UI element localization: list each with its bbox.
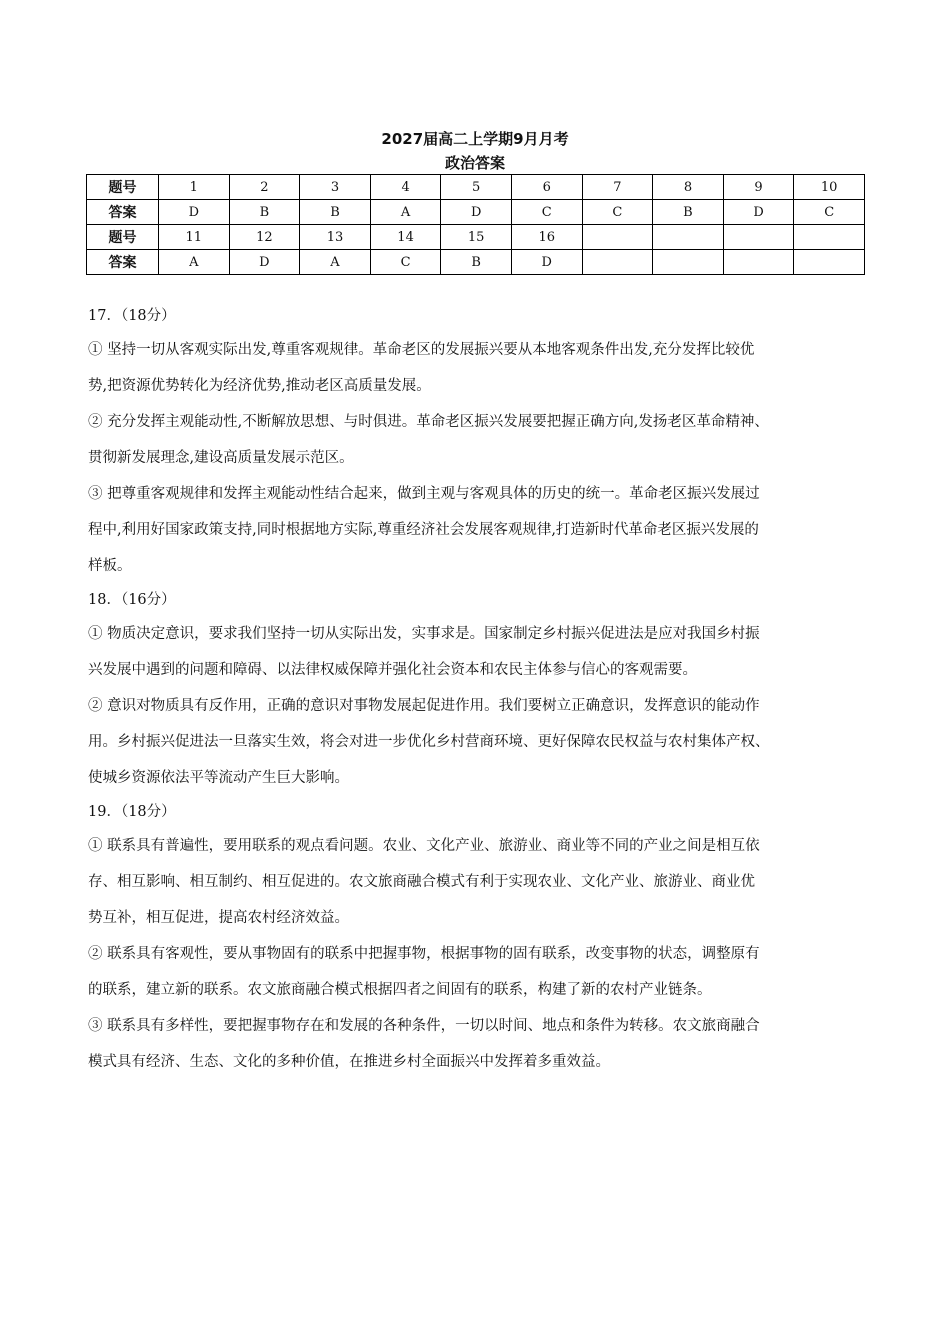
answer-text-line: ② 联系具有客观性，要从事物固有的联系中把握事物，根据事物的固有联系，改变事物的状态，调整原有 (88, 946, 760, 962)
table-cell: 8 (653, 175, 724, 200)
table-cell: 12 (229, 225, 300, 250)
table-cell (582, 225, 653, 250)
answer-text-line: 势,把资源优势转化为经济优势,推动老区高质量发展。 (88, 378, 431, 394)
table-cell: 3 (300, 175, 371, 200)
table-cell (582, 250, 653, 275)
table-cell: 14 (370, 225, 441, 250)
table-cell: 10 (794, 175, 865, 200)
table-cell (723, 250, 794, 275)
row-label-number: 题号 (87, 225, 159, 250)
answer-text-line: 用。乡村振兴促进法一旦落实生效，将会对进一步优化乡村营商环境、更好保障农民权益与农村集体产权、 (88, 734, 770, 750)
table-cell: 13 (300, 225, 371, 250)
question-heading: 19．（18分） (88, 804, 176, 820)
table-cell: B (441, 250, 512, 275)
table-cell: B (300, 200, 371, 225)
table-cell: 6 (511, 175, 582, 200)
answer-text-line: 使城乡资源依法平等流动产生巨大影响。 (88, 770, 349, 786)
answer-text-line: 贯彻新发展理念,建设高质量发展示范区。 (88, 450, 354, 466)
table-cell (794, 250, 865, 275)
table-cell (653, 250, 724, 275)
row-label-number: 题号 (87, 175, 159, 200)
row-label-answer: 答案 (87, 200, 159, 225)
answers-body (88, 300, 864, 1080)
answer-text-line: 存、相互影响、相互制约、相互促进的。农文旅商融合模式有利于实现农业、文化产业、旅游业、商业优 (88, 874, 755, 890)
table-cell: 16 (511, 225, 582, 250)
document-subtitle: 政治答案 (444, 154, 505, 172)
answer-text-line: ① 物质决定意识，要求我们坚持一切从实际出发，实事求是。国家制定乡村振兴促进法是应对我国乡村振 (88, 626, 760, 642)
answer-text-line: ① 联系具有普遍性，要用联系的观点看问题。农业、文化产业、旅游业、商业等不同的产业之间是相互依 (88, 838, 760, 854)
table-cell: 4 (370, 175, 441, 200)
answer-text-line: ② 意识对物质具有反作用，正确的意识对事物发展起促进作用。我们要树立正确意识，发挥意识的能动作 (88, 698, 760, 714)
table-cell: A (300, 250, 371, 275)
answer-table (86, 174, 865, 275)
table-cell: 11 (159, 225, 230, 250)
table-cell: B (653, 200, 724, 225)
answer-text-line: ③ 联系具有多样性，要把握事物存在和发展的各种条件，一切以时间、地点和条件为转移。农文旅商融合 (88, 1018, 760, 1034)
table-row (87, 175, 865, 200)
table-cell: 5 (441, 175, 512, 200)
question-heading: 17．（18分） (88, 308, 176, 324)
table-cell (794, 225, 865, 250)
answer-text-line: ② 充分发挥主观能动性,不断解放思想、与时俱进。革命老区振兴发展要把握正确方向,发扬老区革命精神、 (88, 414, 769, 430)
table-cell: C (511, 200, 582, 225)
table-cell: B (229, 200, 300, 225)
table-row (87, 225, 865, 250)
table-cell: D (723, 200, 794, 225)
table-cell: 7 (582, 175, 653, 200)
answer-text-line: 兴发展中遇到的问题和障碍、以法律权威保障并强化社会资本和农民主体参与信心的客观需要。 (88, 662, 697, 678)
table-row (87, 200, 865, 225)
table-cell: 15 (441, 225, 512, 250)
row-label-answer: 答案 (87, 250, 159, 275)
table-cell: 9 (723, 175, 794, 200)
table-cell: A (370, 200, 441, 225)
table-cell (653, 225, 724, 250)
answer-text-line: 样板。 (88, 558, 132, 574)
answer-text-line: ③ 把尊重客观规律和发挥主观能动性结合起来，做到主观与客观具体的历史的统一。革命老区振兴发展过 (88, 486, 760, 502)
answer-text-line: 程中,利用好国家政策支持,同时根据地方实际,尊重经济社会发展客观规律,打造新时代革命老区振兴发展的 (88, 522, 759, 538)
table-cell: 2 (229, 175, 300, 200)
table-cell: 1 (159, 175, 230, 200)
answer-text-line: ① 坚持一切从客观实际出发,尊重客观规律。革命老区的发展振兴要从本地客观条件出发,充分发挥比较优 (88, 342, 755, 358)
document-title: 2027届高二上学期9月月考 (381, 130, 569, 148)
question-heading: 18．（16分） (88, 592, 176, 608)
table-cell: D (441, 200, 512, 225)
answer-text-line: 的联系，建立新的联系。农文旅商融合模式根据四者之间固有的联系，构建了新的农村产业链条。 (88, 982, 712, 998)
table-cell: D (159, 200, 230, 225)
table-row (87, 250, 865, 275)
table-cell: A (159, 250, 230, 275)
table-cell: C (794, 200, 865, 225)
table-cell (723, 225, 794, 250)
table-cell: C (582, 200, 653, 225)
answer-text-line: 模式具有经济、生态、文化的多种价值，在推进乡村全面振兴中发挥着多重效益。 (88, 1054, 610, 1070)
answer-text-line: 势互补，相互促进，提高农村经济效益。 (88, 910, 349, 926)
table-cell: D (511, 250, 582, 275)
table-cell: C (370, 250, 441, 275)
table-cell: D (229, 250, 300, 275)
